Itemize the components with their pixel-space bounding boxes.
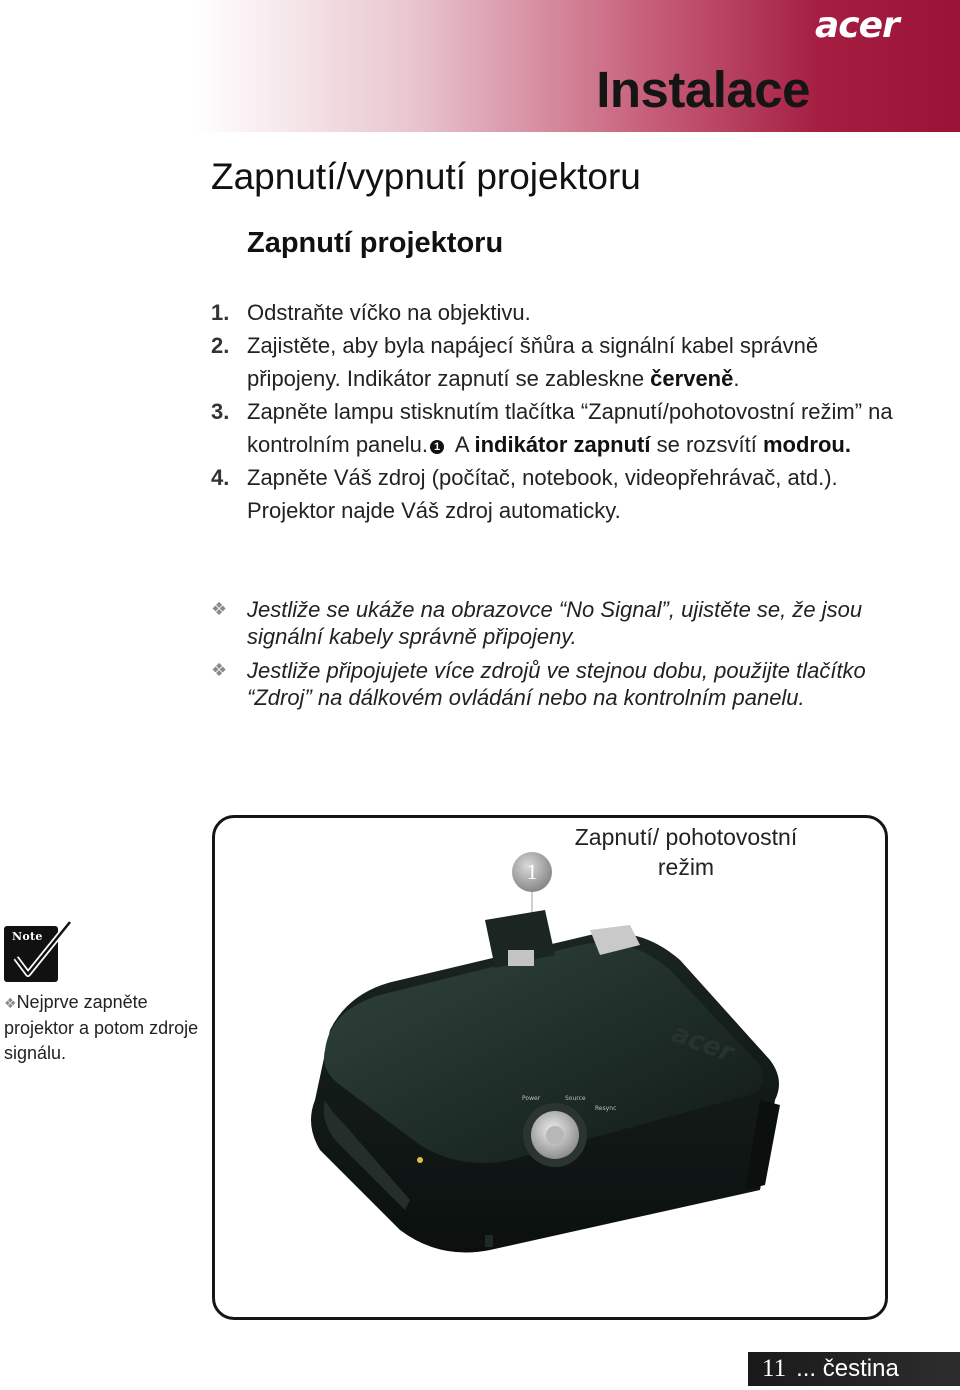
steps-list — [211, 296, 911, 527]
step-number: 3. — [211, 399, 230, 424]
note-label: Note — [12, 930, 43, 943]
section-title: Instalace — [596, 61, 810, 118]
callout-badge: 1 — [512, 852, 552, 892]
step-text: Zapněte Váš zdroj (počítač, notebook, videopřehrávač, atd.). Projektor najde Váš zdroj automaticky. — [247, 465, 838, 523]
step-text: Zajistěte, aby byla napájecí šňůra a signální kabel správně připojeny. Indikátor zapnutí se zableskne červeně. — [247, 333, 819, 391]
page-number: 11 — [762, 1355, 787, 1382]
step-1 — [211, 296, 911, 329]
page-title: Zapnutí/vypnutí projektoru — [211, 156, 641, 197]
projector-logo: acer — [667, 1018, 738, 1069]
tips-list — [211, 596, 911, 718]
subtitle: Zapnutí projektoru — [247, 227, 504, 259]
note-icon — [4, 920, 74, 986]
callout-label: Zapnutí/ pohotovostní režim — [574, 824, 798, 880]
tip-item — [211, 657, 911, 711]
note-text: ❖Nejprve zapněte projektor a potom zdroje signálu. — [4, 992, 199, 1063]
footer-bar — [748, 1352, 960, 1386]
acer-logo: acer — [815, 5, 899, 46]
power-label: Power — [522, 1095, 541, 1102]
step-text: Odstraňte víčko na objektivu. — [247, 300, 531, 325]
source-label: Source — [565, 1095, 586, 1102]
resync-label: Resync — [595, 1105, 617, 1112]
step-number: 1. — [211, 300, 230, 325]
diamond-bullet-icon: ❖ — [211, 660, 228, 680]
step-number: 2. — [211, 333, 230, 358]
projector-image — [290, 900, 790, 1300]
diamond-bullet-icon: ❖ — [211, 599, 228, 619]
page-language: ... čestina — [796, 1355, 899, 1382]
diamond-bullet-icon: ❖ — [4, 995, 17, 1011]
step-4 — [211, 461, 911, 527]
tip-item — [211, 596, 911, 650]
step-text: Zapněte lampu stisknutím tlačítka “Zapnutí/pohotovostní režim” na kontrolním panelu. 1 A indikátor zapnutí se rozsvítí modrou. — [247, 399, 893, 457]
step-3 — [211, 395, 911, 461]
tip-text: Jestliže se ukáže na obrazovce “No Signal”, ujistěte se, že jsou signální kabely správně připojeny. — [247, 597, 863, 649]
step-2 — [211, 329, 911, 395]
step-number: 4. — [211, 465, 230, 490]
checkmark-icon — [4, 920, 74, 986]
callout-1-marker: 1 — [430, 440, 444, 454]
tip-text: Jestliže připojujete více zdrojů ve stejnou dobu, použijte tlačítko “Zdroj” na dálkovém ovládání nebo na kontrolním panelu. — [247, 658, 866, 710]
